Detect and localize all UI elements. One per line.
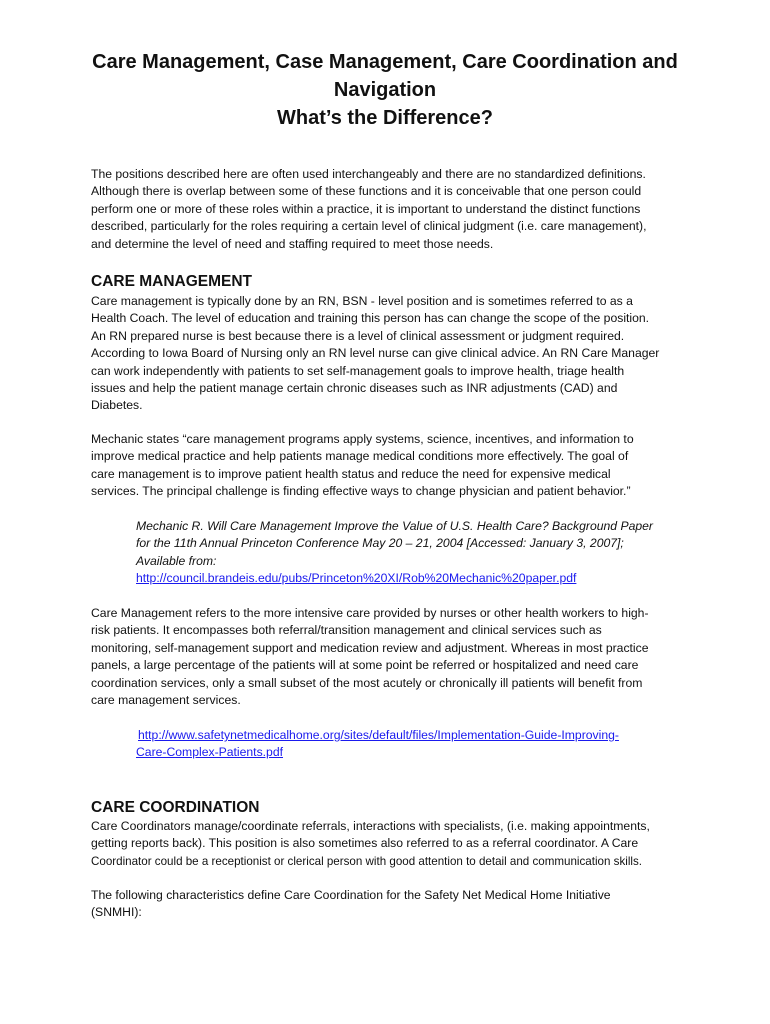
text-line: perform one or more of these roles within a practice, it is important to understand the distinct functions: [91, 201, 641, 216]
text-line: and determine the level of need and staffing required to meet those needs.: [91, 236, 494, 251]
care-management-paragraph-3: [91, 605, 691, 709]
text-line: panels, a large percentage of the patients will at some point be referred or hospitalized and need care: [91, 658, 639, 673]
mechanic-citation: [136, 518, 696, 588]
care-coordination-paragraph-2: [91, 887, 691, 922]
text-line: The following characteristics define Care Coordination for the Safety Net Medical Home Initiative: [91, 888, 611, 902]
text-line: Although there is overlap between some of these functions and it is conceivable that one person could: [91, 184, 642, 199]
text-line: Health Coach. The level of education and training this person has can change the scope of the position.: [91, 311, 650, 326]
implementation-guide-link[interactable]: http://www.safetynetmedicalhome.org/sites/default/files/Implementation-Guide-Improving-: [138, 728, 619, 742]
text-line: Care Management refers to the more intensive care provided by nurses or other health workers to high-: [91, 606, 649, 620]
text-line: coordination services, only a small subset of the most acutely or chronically ill patients will benefit from: [91, 675, 643, 690]
care-coordination-paragraph-1: [91, 818, 691, 870]
text-line: described, particularly for the roles requiring a certain level of clinical judgment (i.e. care management),: [91, 219, 647, 234]
text-line: monitoring, self-management support and medication review and adjustment. Whereas in most practice: [91, 640, 649, 655]
citation-line: Mechanic R. Will Care Management Improve the Value of U.S. Health Care? Background Paper: [136, 519, 653, 533]
text-line: Coordinator could be a receptionist or clerical person with good attention to detail and communication skills.: [91, 854, 643, 868]
text-line: getting reports back). This position is also sometimes also referred to as a referral coordinator. A Care: [91, 836, 639, 851]
text-line: The positions described here are often used interchangeably and there are no standardized definitions.: [91, 167, 646, 181]
text-line: can work independently with patients to set self-management goals to improve health, triage health: [91, 363, 625, 378]
citation-line: Available from:: [136, 553, 217, 568]
implementation-guide-link-block: [136, 727, 696, 762]
text-line: According to Iowa Board of Nursing only an RN level nurse can give clinical advice. An RN Care Manager: [91, 346, 660, 361]
care-management-heading: CARE MANAGEMENT: [91, 273, 253, 290]
care-management-paragraph-1: [91, 293, 691, 415]
text-line: risk patients. It encompasses both referral/transition management and clinical services such as: [91, 623, 602, 638]
text-line: Diabetes.: [91, 398, 143, 413]
mechanic-paper-link[interactable]: http://council.brandeis.edu/pubs/Princeton%20XI/Rob%20Mechanic%20paper.pdf: [136, 571, 577, 586]
page-title: [60, 48, 710, 132]
text-line: services. The principal challenge is finding effective ways to change physician and patient behavior.”: [91, 484, 631, 499]
text-line: Mechanic states “care management programs apply systems, science, incentives, and information to: [91, 432, 634, 446]
text-line: care management is to improve patient health status and reduce the need for expensive medical: [91, 466, 611, 481]
citation-line: for the 11th Annual Princeton Conference May 20 – 21, 2004 [Accessed: January 3, 2007];: [136, 536, 624, 551]
text-line: (SNMHI):: [91, 905, 142, 920]
text-line: care management services.: [91, 693, 241, 708]
title-line: Care Management, Case Management, Care Coordination and: [92, 51, 678, 73]
title-line: What’s the Difference?: [277, 107, 493, 129]
intro-paragraph: [91, 166, 691, 253]
text-line: Care Coordinators manage/coordinate referrals, interactions with specialists, (i.e. making appointments,: [91, 819, 650, 833]
title-line: Navigation: [333, 79, 437, 101]
text-line: An RN prepared nurse is best because there is a level of clinical assessment or judgment required.: [91, 328, 625, 343]
text-line: issues and help the patient manage certain chronic diseases such as INR adjustments (CAD) and: [91, 381, 618, 396]
care-coordination-heading: CARE COORDINATION: [91, 799, 260, 816]
care-management-paragraph-2: [91, 431, 691, 501]
implementation-guide-link-continued[interactable]: Care-Complex-Patients.pdf: [136, 745, 283, 760]
text-line: Care management is typically done by an RN, BSN - level position and is sometimes referred to as a: [91, 294, 633, 308]
text-line: improve medical practice and help patients manage medical conditions more effectively. The goal of: [91, 449, 629, 464]
